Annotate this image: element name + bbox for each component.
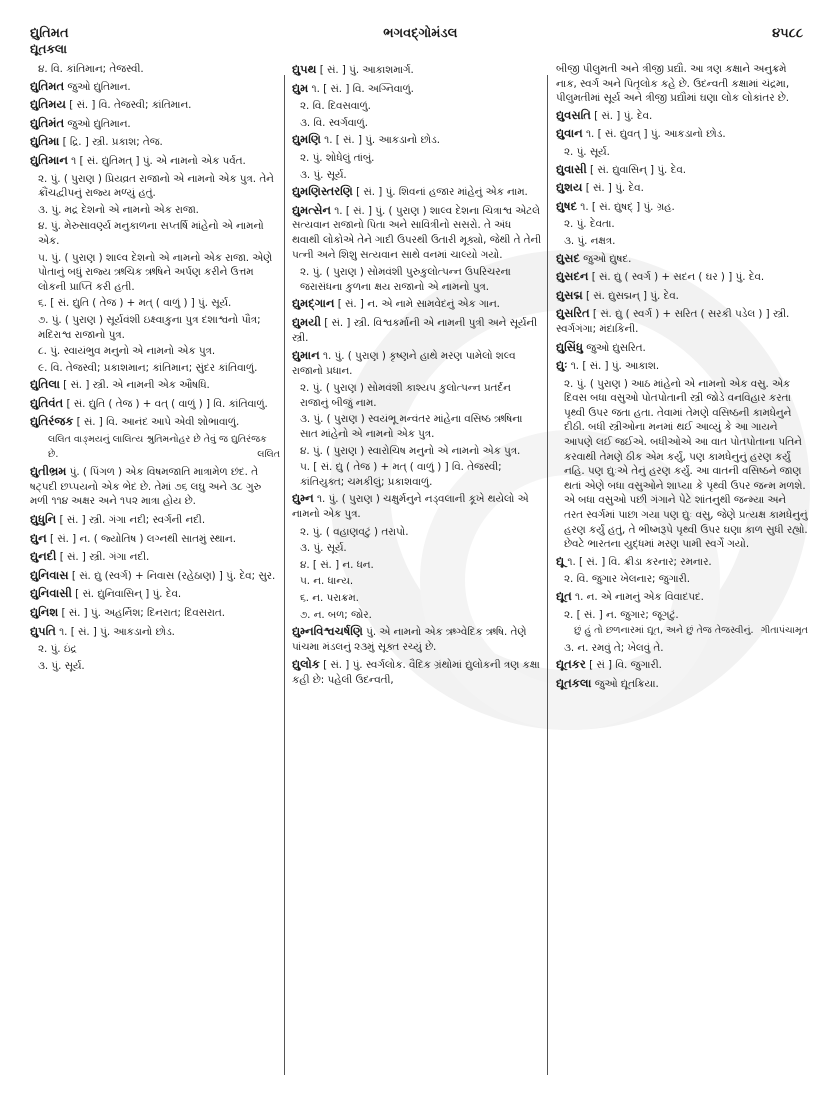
column-middle [292, 62, 542, 691]
dictionary-entry [30, 134, 280, 150]
definition: જુઓ દ્યૂતક્રિયા. [591, 677, 659, 690]
definition: ૧. [ સં. ] પું. આકડાનો છોડ. [55, 625, 175, 638]
dictionary-entry [30, 153, 280, 169]
sub-sense: ૨. પું. સૂર્ય. [564, 145, 610, 158]
sub-sense: ૮. પું. સ્વાયંભુવ મનુનો એ નામનો એક પુત્ર. [38, 345, 216, 358]
definition: [ સં. દ્યુ ( સ્વર્ગ ) + સરિત ( સરકી પડેલ ) ] સ્ત્રી. સ્વર્ગગંગા; મંદાકિની. [556, 308, 790, 335]
headword: દ્યૂત [556, 589, 572, 603]
sub-sense: ૪. પું. મેરુસાવર્ણ્ય મનુકાળના સપ્તર્ષિ માંહેનો એ નામનો એક. [38, 220, 264, 247]
sub-sense: ૬. [ સં. દ્યુતિ ( તેજ ) + મત્ ( વાળું ) ] પું. સૂર્ય. [38, 297, 232, 310]
headword: દ્યુવસતિ [556, 107, 591, 122]
headword: દ્યુનિવાસ [30, 567, 69, 582]
sub-sense: ૩. પું. સૂર્ય. [300, 168, 347, 181]
definition: [ દ્રિ. ] સ્ત્રી. પ્રકાશ; તેજ. [59, 136, 163, 149]
sub-sense: ૩. પું. સૂર્ય. [38, 659, 85, 672]
quotation-source: લલિત [257, 448, 280, 460]
dictionary-entry [556, 199, 808, 215]
definition: ૧. [ સં. ] પું. આકાશ. [567, 360, 660, 373]
dictionary-entry [30, 396, 280, 412]
sub-sense: ૨. વિ. દિવસવાળું. [300, 100, 371, 113]
sub-sense: ૨. પું. ( પુરાણ ) સોમવંશી પુરુકુલોત્પન્ન ઉપરિચરના જરાસંધના કુળના ક્ષય રાજાનો એ નામનો પુત્ર. [300, 266, 511, 293]
headword: દ્યુમત્સેન [292, 202, 331, 217]
dictionary-entry [556, 676, 808, 692]
definition: જુઓ દ્યુતિમાન. [64, 117, 131, 130]
headword: દ્યુતિમત [30, 78, 65, 93]
dictionary-entry [556, 180, 808, 196]
definition: ૧. ન. એ નામનું એક વિવાદપદ. [571, 591, 704, 603]
dictionary-entry [556, 251, 808, 267]
headword: દ્યુતિલા [30, 377, 60, 392]
definition: [ સં. ] પું. દેવ. [582, 182, 644, 195]
sub-sense: ૭. ન. બળ; જોર. [300, 608, 372, 621]
headword: દ્યુતિમંત [30, 115, 65, 130]
dictionary-entry [292, 296, 542, 312]
sub-sense: ૩. પું. ( પુરાણ ) સ્વયંભૂ મન્વંતર માંહેના વસિષ્ઠ ઋષિના સાત માંહેનો એ નામનો એક પુત્ર. [300, 413, 523, 441]
dictionary-entry [556, 162, 808, 178]
sub-sense: ૪. પું. ( પુરાણ ) સ્વારોચિષ મનુનો એ નામનો એક પુત્ર. [300, 444, 521, 457]
sub-sense: ૨. [ સં. ] ન. જુગાર; જૂગટું. [564, 608, 679, 621]
definition: [ સં. ] પું. શિવનાં હજાર માંહેનું એક નામ. [352, 186, 528, 199]
headword: દ્યુમ [292, 80, 309, 95]
definition: [ સં. ] સ્ત્રી. ગંગા નદી; સ્વર્ગની નદી. [56, 514, 206, 527]
sub-sense: ૪. વિ. કાંતિમાન; તેજસ્વી. [38, 63, 144, 75]
sub-sense: ૪. [ સં. ] ન. ધન. [300, 558, 374, 571]
dictionary-entry [556, 288, 808, 304]
sub-sense: ૩. પું. સૂર્ય. [300, 542, 347, 555]
headword: દ્યુપથ [292, 62, 317, 76]
headword: દ્યુતિમય [30, 97, 66, 112]
dictionary-entry [30, 586, 280, 602]
dictionary-entry [292, 657, 542, 687]
definition: [ સં. દ્યુ (સ્વર્ગ) + નિવાસ (રહેઠાણ) ] પું. દેવ; સુર. [68, 569, 276, 582]
dictionary-entry [30, 624, 280, 640]
definition: [ સં. ] પું. આકાશમાર્ગ. [316, 64, 414, 76]
headword: દ્યૂતકર [556, 657, 586, 672]
headword: દ્યુમાન [292, 348, 320, 363]
headword: દ્યુતિમા [30, 134, 60, 149]
headword: દ્યુમ્ન [292, 491, 314, 506]
sub-sense: ૬. ન. પરાક્રમ. [300, 592, 359, 604]
headword: દ્યુપતિ [30, 623, 56, 638]
dictionary-entry [30, 531, 280, 547]
sub-sense: ૫. ન. ધાન્ય. [300, 575, 354, 588]
headword: દ્યુલોક [292, 657, 320, 672]
definition: [ સં. દ્યુતિ ( તેજ ) + વત્ ( વાળું ) ] વિ. કાંતિવાળું. [63, 397, 268, 410]
definition: ૧ [ સં. દ્યુતિમત્ ] પું. એ નામનો એક પર્વત. [67, 154, 246, 167]
headword: દ્યુમણિ [292, 132, 321, 147]
headword: દ્યુતિરંજક [30, 414, 74, 429]
dictionary-entry [30, 97, 280, 113]
sub-sense: ૨. પું. ઇંદ્ર [38, 643, 77, 656]
headword: દ્યુસદ [556, 250, 580, 265]
headword: દ્યુસરિત [556, 306, 590, 321]
quotation-text: છું હું તો છળનારમાં દ્યૂત, અને છું તેજ તેજસ્વીનું. [574, 625, 754, 637]
definition: ૧. પું. ( પુરાણ ) ચક્ષુર્મનુને નડ્વલાની કૂખે થયેલો એ નામનો એક પુત્ર. [292, 493, 529, 521]
book-title: ભગવદ્ગોમંડલ [383, 25, 458, 41]
dictionary-entry [30, 377, 280, 393]
headword: દ્યુતીભ્રમ [30, 464, 67, 479]
dictionary-entry [30, 464, 280, 509]
definition: જુઓ દ્યુસરિત. [582, 341, 646, 354]
definition: ૧. [ સં. દ્યુષદ્ ] પું. ગ્રહ. [577, 200, 675, 213]
headword: દ્યુમયી [292, 314, 321, 329]
headword: દ્યુસદન [556, 269, 589, 284]
sub-sense: ૨. વિ. જુગાર ખેલનાર; જુગારી. [564, 573, 691, 586]
quotation [30, 433, 280, 462]
dictionary-entry [292, 491, 542, 521]
definition: [ સં. ] પું. સ્વર્ગલોક. વૈદિક ગ્રંથોમાં દ્યુલોકની ત્રણ કક્ષા કહી છે: પહેલી ઉદન્વતી, [292, 659, 540, 686]
definition: [ સં. ] પું. દેવ. [590, 109, 653, 122]
definition: [ સં. દ્યુવાસિન્ ] પું. દેવ. [586, 163, 687, 176]
headword: દ્યુન [30, 530, 47, 545]
headword: દ્યુતિમાન [30, 152, 68, 167]
column-divider [547, 75, 548, 1075]
dictionary-entry [30, 116, 280, 132]
dictionary-entry [556, 126, 808, 142]
definition: [ સં. ] વિ. તેજસ્વી; કાંતિમાન. [65, 99, 192, 112]
dictionary-entry [30, 512, 280, 528]
dictionary-entry [30, 568, 280, 584]
headword: દ્યુમદ્ગાન [292, 296, 335, 311]
dictionary-entry [292, 184, 542, 200]
dictionary-entry [292, 203, 542, 262]
headword: દ્યુશય [556, 180, 583, 195]
sub-sense: ૩. વિ. સ્વર્ગવાળું. [300, 116, 368, 129]
sub-sense: ૨. પું. ( વહાણવટું ) તરાપો. [300, 525, 409, 538]
dictionary-entry [30, 414, 280, 430]
sub-sense: ૩. પું. નક્ષત્ર. [564, 234, 616, 247]
sub-sense: ૨. પું. ( પુરાણ ) સોમવંશી કાશ્યપ કુલોત્પન્ન પ્રતર્દન રાજાનું બીજું નામ. [300, 382, 511, 409]
headword: દ્યુધુનિ [30, 512, 57, 527]
headword: દ્યુમ્નવિશ્વચર્ષણિ [292, 624, 363, 639]
definition: [ સં. દ્યુસદ્મન્ ] પું. દેવ. [582, 289, 679, 302]
quotation [556, 624, 808, 639]
definition: [ સં ] વિ. જુગારી. [585, 659, 662, 672]
headword: દ્યુષદ [556, 198, 578, 213]
headword: દ્યુસદ્મ [556, 287, 583, 302]
dictionary-entry [30, 79, 280, 95]
definition: [ સં. દ્યુ ( સ્વર્ગ ) + સદન ( ઘર ) ] પું. દેવ. [588, 271, 765, 284]
column-left [30, 62, 280, 675]
definition: ૧. [ સં. ] પું. આકડાનો છોડ. [320, 134, 440, 147]
definition: જુઓ દ્યુતિમાન. [64, 80, 131, 93]
definition: પું. એ નામનો એક ઋગ્વેદિક ઋષિ. તેણે પાંચમા મંડલનું ૨૩મું સૂક્ત રચ્યું છે. [292, 626, 527, 653]
headword: દ્યુવાન [556, 126, 583, 141]
headword: દ્યુઃ [556, 358, 568, 373]
quotation-source: ગીતાપંચામૃત [760, 625, 808, 637]
dictionary-entry [556, 554, 808, 570]
sub-sense: ૯. વિ. તેજસ્વી; પ્રકાશમાન; કાંતિમાન; સુંદર કાંતિવાળું. [38, 361, 258, 374]
dictionary-entry [556, 306, 808, 336]
headword: દ્યૂ [556, 553, 565, 568]
definition: ૧. [ સં. ] વિ. ક્રીડા કરનાર; રમનાર. [564, 555, 712, 568]
definition: [ સં. ] સ્ત્રી. વિશ્વકર્માની એ નામની પુત્રી અને સૂર્યની સ્ત્રી. [292, 316, 538, 344]
dictionary-entry [30, 549, 280, 565]
guide-word-left-2: દ્યૂતકલા [30, 42, 67, 56]
headword: દ્યૂતકલા [556, 675, 592, 690]
sub-sense: ૨. પું. દેવતા. [564, 218, 615, 231]
headword: દ્યુમણિસ્તરણિ [292, 184, 353, 199]
sub-sense: ૩. પું. મદ્ર દેશનો એ નામનો એક રાજા. [38, 203, 199, 216]
definition: ૧. [ સં. ] પું. ( પુરાણ ) શાલ્વ દેશના ચિત્રાશ્વ એટલે સત્યવાન રાજાનો પિતા અને સાવિત્રીનો સસરો. તે અંધ થવાથી લોકોએ તેને ગાદી ઉપરથી ઉતારી મૂક્યો, જેથી તે તેની પત્ની અને શિશુ સત્યવાન સાથે વનમાં ચાલ્યો ગયો. [292, 204, 542, 261]
definition: [ સં. ] સ્ત્રી. ગંગા નદી. [56, 551, 150, 564]
sub-sense: ૫. પું. ( પુરાણ ) શાલ્વ દેશનો એ નામનો એક રાજા. એણે પોતાનું બધું રાજ્ય ઋચિક ઋષિને અર્પણ કરીને ઉત્તમ લોકની પ્રાપ્તિ કરી હતી. [38, 251, 273, 293]
dictionary-entry [556, 358, 808, 374]
definition: [ સં. ] ન. એ નામે સામવેદનું એક ગાન. [334, 298, 500, 311]
definition: [ સં. ] પું. અહર્નિશ; દિનરાત; દિવસરાત. [58, 607, 225, 619]
definition: [ સં. ] ન. ( જ્યોતિષ ) લગ્નથી સાતમું સ્થાન. [46, 532, 236, 545]
dictionary-entry [292, 62, 542, 78]
dictionary-entry [292, 132, 542, 148]
guide-word-left: દ્યુતિમત [30, 25, 69, 41]
headword: દ્યુનિશ [30, 605, 59, 619]
headword: દ્યુતિવંત [30, 395, 64, 410]
sub-sense: ૭. પું. ( પુરાણ ) સૂર્યવંશી ઇક્ષ્વાકુના પુત્ર દશાશ્વનો પૌત્ર; મદિરાશ્વ રાજાનો પુત્ર. [38, 313, 261, 341]
sub-sense: ૨. પું. ( પુરાણ ) પ્રિયવ્રત રાજાનો એ નામનો એક પુત્ર. તેને ક્રૌંચદ્વીપનું રાજ્ય મળ્યું હતું. [38, 172, 274, 200]
definition: પું. ( પિંગળ ) એક વિષમજાતિ માત્રામેળ છંદ. તે ષટ્પદી છપ્પયનો એક ભેદ છે. તેમાં ૭૬ લઘુ અને ૩૮ ગુરુ મળી ૧૧૪ અક્ષર અને ૧૫૨ માત્રા હોય છે. [30, 466, 262, 508]
dictionary-entry [30, 605, 280, 621]
headword: દ્યુસિંધુ [556, 339, 583, 354]
dictionary-entry [292, 81, 542, 97]
dictionary-entry [292, 315, 542, 345]
sub-sense: ૩. ન. રમવું તે; ખેલવું તે. [564, 641, 664, 654]
definition: [ સં. ] વિ. આનંદ આપે એવી શોભાવાળું. [73, 416, 240, 429]
dictionary-entry [292, 624, 542, 654]
page-number: ૪૫૮૮ [772, 25, 803, 41]
dictionary-entry [556, 108, 808, 124]
definition: ૧. [ સં. દ્યુવત્ ] પું. આકડાનો છોડ. [582, 128, 726, 141]
sub-sense: ૫. [ સં. દ્યુ ( તેજ ) + મત્ ( વાળું ) ] વિ. તેજસ્વી; કાંતિયુક્ત; ચમકીલું; પ્રકાશવાળું. [300, 461, 502, 488]
column-right [556, 62, 808, 695]
headword: દ્યુવાસી [556, 161, 587, 176]
headword: દ્યુનદી [30, 549, 57, 564]
dictionary-entry [292, 348, 542, 378]
dictionary-entry [556, 269, 808, 285]
definition: ૧. [ સં. ] વિ. અગ્નિવાળું. [308, 82, 414, 95]
definition: [ સં. દ્યુનિવાસિન્ ] પું. દેવ. [71, 588, 182, 601]
dictionary-entry [556, 657, 808, 673]
column-divider [284, 75, 285, 1075]
sub-sense: ૨. પું. શોધેલું તાંબું. [300, 151, 375, 164]
dictionary-entry [556, 340, 808, 356]
continued-definition: બીજી પીલુમતી અને ત્રીજી પ્રદ્યૌ. આ ત્રણ કક્ષાને અનુક્રમે નાક, સ્વર્ગ અને પિતૃલોક કહે છે. ઉદન્વતી કક્ષામાં ચંદ્રમા, પીલુમતીમાં સૂર્ય અને ત્રીજી પ્રદ્યૌમાં ઘણા લોક લોકાંતર છે. [556, 63, 790, 105]
definition: [ સં. ] સ્ત્રી. એ નામની એક ઔષધિ. [59, 379, 210, 392]
definition: ૧. પું. ( પુરાણ ) કૃષ્ણને હાથે મરણ પામેલો શલ્વ રાજાનો પ્રધાન. [292, 350, 516, 377]
headword: દ્યુનિવાસી [30, 586, 72, 601]
dictionary-entry [556, 589, 808, 605]
page-header [30, 22, 803, 44]
quotation-text: લલિત વાઙ્મયનું લાલિત્ય શ્રુતિમનોહર છે તેવું જ દ્યુતિરંજક છે. [48, 434, 267, 460]
sub-sense: ૨. પું. ( પુરાણ ) આઠ માંહેનો એ નામનો એક વસુ. એક દિવસ બધા વસુઓ પોતપોતાની સ્ત્રી જોડે વનવિહાર કરતા પૃથ્વી ઉપર જતા હતા. તેવામાં તેમણે વસિષ્ઠની કામધેનુને દીઠી. બધી સ્ત્રીઓના મનમાં થઈ આવ્યું કે આ ગાયને આપણે લઈ જઈએ. બધીઓએ આ વાત પોતપોતાના પતિને કરવાથી તેમણે ઠીક એમ કર્યું, પણ કામધેનુનું હરણ કર્યું નહિ. પણ દ્યુઃએ તેનું હરણ કર્યું. આ વાતની વસિષ્ઠને જાણ થતાં એણે બધા વસુઓને શાપ્યા કે પૃથ્વી ઉપર જન્મ મળશે. એ બધા વસુઓ પછી ગંગાને પેટે શાંતનુથી જન્મ્યા અને તરત સ્વર્ગમાં પાછા ગયા પણ દ્યુઃ વસુ, જેણે પ્રત્યક્ષ કામધેનુનું હરણ કર્યું હતું, તે ભીષ્મરૂપે પૃથ્વી ઉપર ઘણા કાળ સુધી રહ્યો. છેવટે ભારતના યુદ્ધમાં મરણ પામી સ્વર્ગે ગયો. [564, 377, 808, 551]
definition: જુઓ દ્યુષદ. [579, 252, 632, 265]
